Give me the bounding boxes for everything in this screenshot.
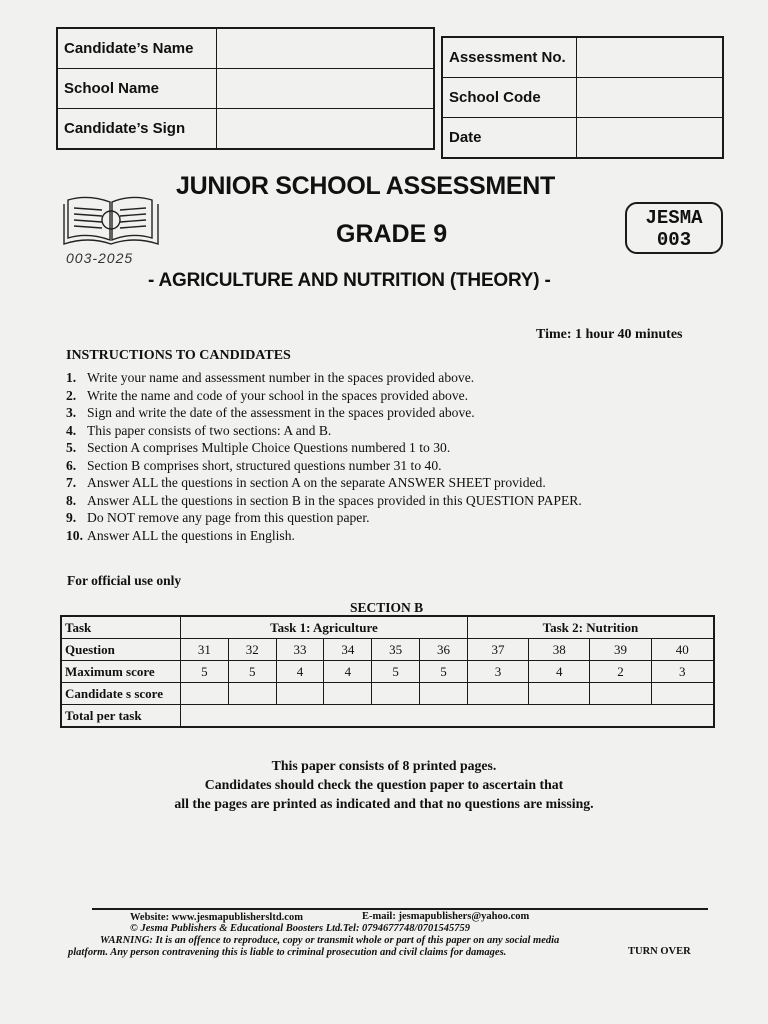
candidate-score-cell[interactable] xyxy=(420,683,468,705)
max-score: 4 xyxy=(324,661,372,683)
footer-copyright: © Jesma Publishers & Educational Boosters Ltd.Tel: 0794677748/0701545759 xyxy=(130,923,470,934)
candidate-info-box xyxy=(56,27,435,150)
question-number: 39 xyxy=(590,639,651,661)
footer-email: E-mail: jesmapublishers@yahoo.com xyxy=(362,911,530,922)
list-item: 3. Sign and write the date of the assessment in the spaces provided above. xyxy=(66,405,475,420)
check-note-line2: all the pages are printed as indicated and that no questions are missing. xyxy=(174,796,594,811)
instructions-list xyxy=(66,369,582,544)
school-name-field[interactable] xyxy=(217,69,435,109)
table-row xyxy=(61,683,714,705)
candidate-score-cell[interactable] xyxy=(529,683,590,705)
max-score: 5 xyxy=(181,661,229,683)
max-score: 4 xyxy=(529,661,590,683)
list-item: 2. Write the name and code of your school in the spaces provided above. xyxy=(66,387,469,403)
assessment-no-field[interactable] xyxy=(577,37,724,78)
list-item: 10. Answer ALL the questions in English. xyxy=(66,527,295,543)
question-number: 34 xyxy=(324,639,372,661)
list-item: 4. This paper consists of two sections: A and B. xyxy=(66,422,332,438)
max-score: 4 xyxy=(276,661,324,683)
footer-warning-line2: platform. Any person contravening this is liable to criminal prosecution and civil claims for damages. xyxy=(68,947,507,958)
school-code-label: School Code xyxy=(442,78,577,118)
question-number: 36 xyxy=(420,639,468,661)
table-row xyxy=(61,639,714,661)
question-number: 40 xyxy=(651,639,714,661)
candidate-score-cell[interactable] xyxy=(324,683,372,705)
max-score-row-label: Maximum score xyxy=(61,661,181,683)
instructions-heading: INSTRUCTIONS TO CANDIDATES xyxy=(66,348,291,363)
subject-title: - AGRICULTURE AND NUTRITION (THEORY) - xyxy=(148,270,551,291)
candidate-name-field[interactable] xyxy=(217,28,435,69)
table-row xyxy=(61,661,714,683)
candidate-score-cell[interactable] xyxy=(181,683,229,705)
jesma-badge xyxy=(625,202,723,254)
question-number: 37 xyxy=(467,639,528,661)
school-code-field[interactable] xyxy=(577,78,724,118)
check-note-line1: Candidates should check the question paper to ascertain that xyxy=(204,777,564,792)
assessment-title: JUNIOR SCHOOL ASSESSMENT xyxy=(176,172,555,200)
grade-title: GRADE 9 xyxy=(336,220,448,248)
assessment-no-label: Assessment No. xyxy=(442,37,577,78)
turn-over-label: TURN OVER xyxy=(628,946,691,957)
max-score: 5 xyxy=(228,661,276,683)
assessment-info-box xyxy=(441,36,724,159)
school-name-label: School Name xyxy=(57,69,217,109)
candidate-score-cell[interactable] xyxy=(372,683,420,705)
max-score: 2 xyxy=(590,661,651,683)
question-row-label: Question xyxy=(61,639,181,661)
section-b-score-table xyxy=(60,615,715,728)
footer-warning-line1: WARNING: It is an offence to reproduce, copy or transmit whole or part of this paper on any social media xyxy=(100,935,560,946)
list-item: 1. Write your name and assessment number in the spaces provided above. xyxy=(66,370,475,385)
candidate-score-cell[interactable] xyxy=(276,683,324,705)
candidate-name-label: Candidate’s Name xyxy=(57,28,217,69)
max-score: 5 xyxy=(372,661,420,683)
paper-code: 003-2025 xyxy=(66,250,134,266)
max-score: 5 xyxy=(420,661,468,683)
task1-header: Task 1: Agriculture xyxy=(181,616,468,639)
candidate-sign-label: Candidate’s Sign xyxy=(57,109,217,150)
candidate-sign-field[interactable] xyxy=(217,109,435,150)
list-item: 8. Answer ALL the questions in section B in the spaces provided in this QUESTION PAPER. xyxy=(66,492,582,508)
task-row-label: Task xyxy=(61,616,181,639)
candidate-score-cell[interactable] xyxy=(590,683,651,705)
footer-website: Website: www.jesmapublishersltd.com xyxy=(130,912,303,923)
total-row-label: Total per task xyxy=(61,705,181,728)
max-score: 3 xyxy=(467,661,528,683)
question-number: 38 xyxy=(529,639,590,661)
question-number: 32 xyxy=(228,639,276,661)
candidate-score-row-label: Candidate s score xyxy=(61,683,181,705)
list-item: 6. Section B comprises short, structured questions number 31 to 40. xyxy=(66,457,442,473)
candidate-score-cell[interactable] xyxy=(651,683,714,705)
section-b-heading: SECTION B xyxy=(350,600,424,615)
footer-divider xyxy=(92,908,708,910)
date-field[interactable] xyxy=(577,118,724,159)
total-per-task-cell[interactable] xyxy=(181,705,715,728)
pages-note: This paper consists of 8 printed pages. xyxy=(271,758,497,773)
candidate-score-cell[interactable] xyxy=(467,683,528,705)
badge-name: JESMA xyxy=(645,207,703,229)
question-number: 35 xyxy=(372,639,420,661)
table-row xyxy=(61,616,714,639)
task2-header: Task 2: Nutrition xyxy=(467,616,714,639)
list-item: 7. Answer ALL the questions in section A on the separate ANSWER SHEET provided. xyxy=(66,475,546,490)
list-item: 9. Do NOT remove any page from this question paper. xyxy=(66,510,370,525)
date-label: Date xyxy=(442,118,577,159)
open-book-logo-icon xyxy=(62,192,160,250)
question-number: 31 xyxy=(181,639,229,661)
time-allowed: Time: 1 hour 40 minutes xyxy=(536,327,683,342)
table-row xyxy=(61,705,714,728)
list-item: 5. Section A comprises Multiple Choice Questions numbered 1 to 30. xyxy=(66,440,451,455)
candidate-score-cell[interactable] xyxy=(228,683,276,705)
official-use-label: For official use only xyxy=(67,573,182,588)
badge-number: 003 xyxy=(656,229,692,251)
question-number: 33 xyxy=(276,639,324,661)
max-score: 3 xyxy=(651,661,714,683)
